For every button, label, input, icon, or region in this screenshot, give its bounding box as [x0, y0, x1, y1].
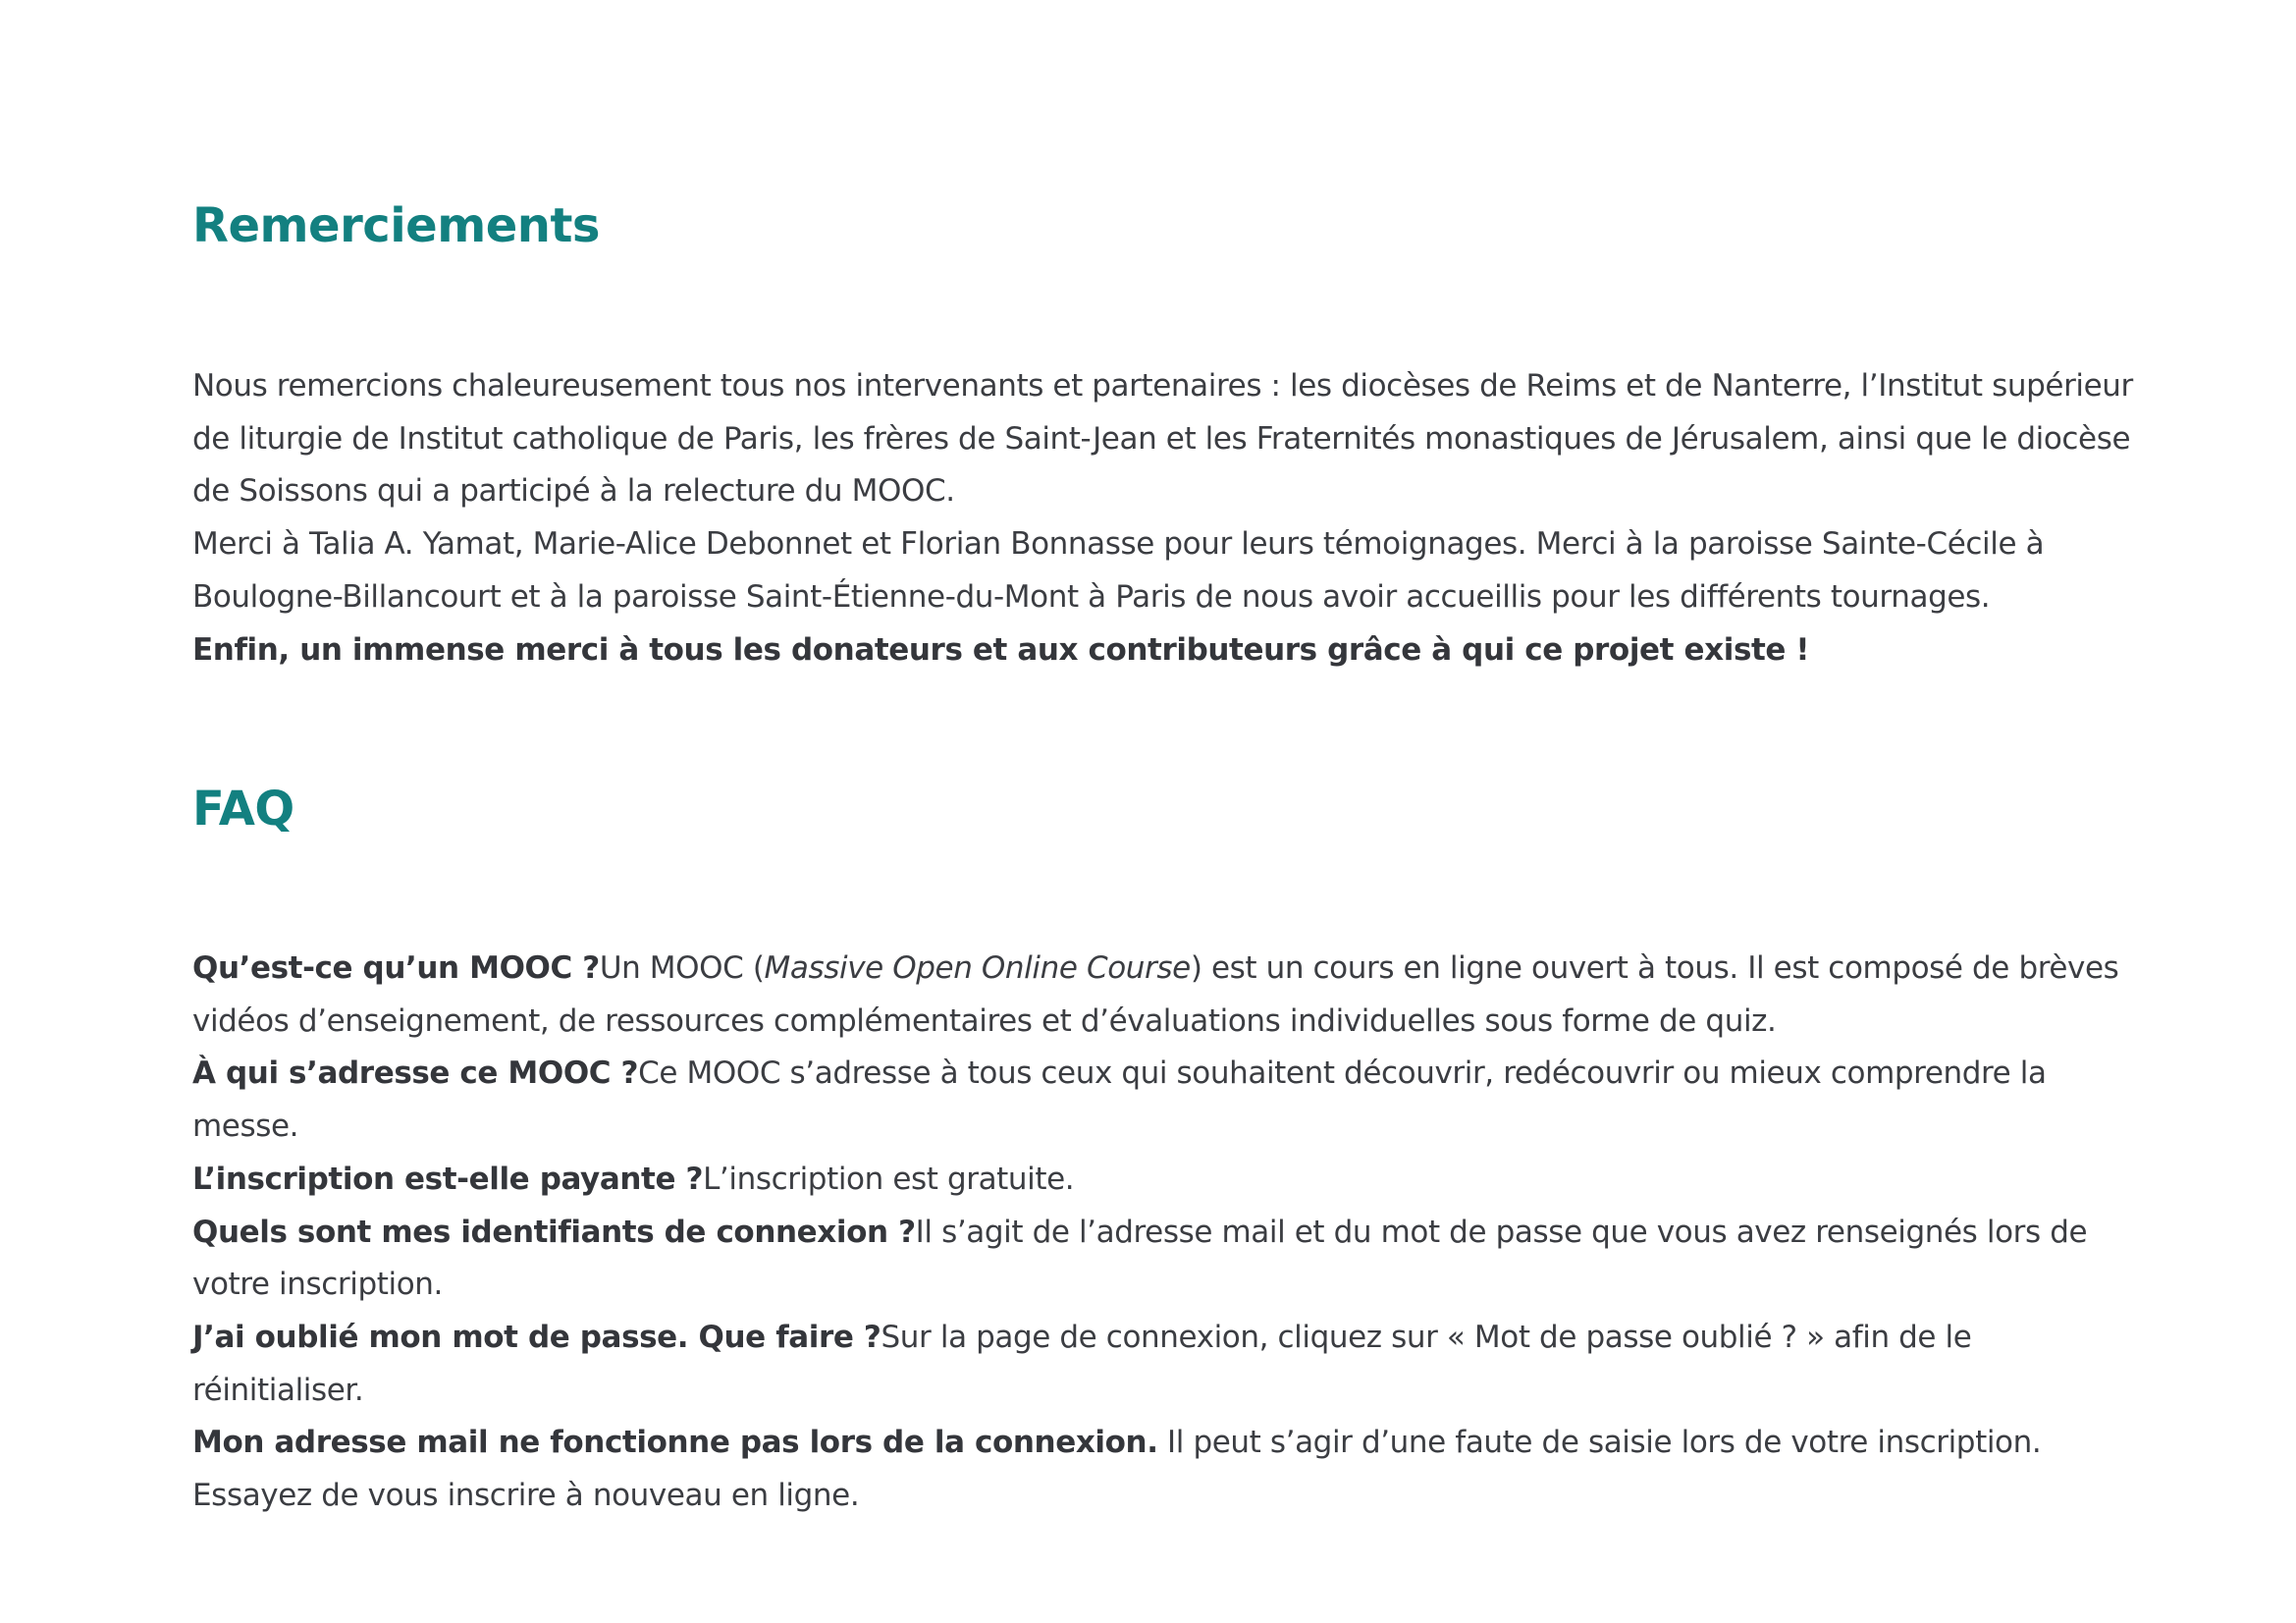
faq-answer: Il peut s’agir d’une faute de saisie lors de votre inscription. Essayez de vous inscrire à nouveau en ligne. — [192, 1425, 2042, 1514]
faq-item — [192, 1207, 2136, 1312]
faq-question: L’inscription est-elle payante ? — [192, 1161, 704, 1197]
faq-question: Quels sont mes identifiants de connexion ? — [192, 1214, 916, 1250]
faq-item — [192, 1048, 2136, 1153]
thanks-paragraph-partners: Nous remercions chaleureusement tous nos intervenants et partenaires : les diocèses de Reims et de Nanterre, l’Institut supérieur de liturgie de Institut catholique de Paris, les frères de Saint-Jean et les Fraternités monastiques de Jérusalem, ainsi que le diocèse de Soissons qui a participé à la relecture du MOOC. — [192, 368, 2133, 510]
faq-question: À qui s’adresse ce MOOC ? — [192, 1055, 639, 1092]
faq-answer: Il s’agit de l’adresse mail et du mot de passe que vous avez renseignés lors de votre inscription. — [192, 1214, 2088, 1303]
faq-question: Qu’est-ce qu’un MOOC ? — [192, 950, 600, 986]
faq-answer: Sur la page de connexion, cliquez sur « Mot de passe oublié ? » afin de le réinitialiser. — [192, 1319, 1972, 1408]
faq-answer-start: Un MOOC ( — [599, 950, 765, 986]
faq-item — [192, 1154, 2136, 1207]
faq-body — [192, 943, 2136, 1523]
faq-answer: Ce MOOC s’adresse à tous ceux qui souhaitent découvrir, redécouvrir ou mieux comprendre la messe. — [192, 1055, 2047, 1145]
faq-heading: FAQ — [192, 782, 294, 837]
faq-answer-end: ) est un cours en ligne ouvert à tous. Il est composé de brèves vidéos d’enseignement, de ressources complémentaires et d’évaluations individuelles sous forme de quiz. — [192, 950, 2119, 1039]
thanks-closing: Enfin, un immense merci à tous les donateurs et aux contributeurs grâce à qui ce projet existe ! — [192, 631, 1810, 668]
faq-answer-italic: Massive Open Online Course — [764, 950, 1191, 986]
faq-question: Mon adresse mail ne fonctionne pas lors de la connexion. — [192, 1425, 1158, 1461]
thanks-heading: Remerciements — [192, 198, 600, 253]
faq-item — [192, 1417, 2136, 1522]
faq-item — [192, 943, 2136, 1048]
faq-answer: L’inscription est gratuite. — [703, 1161, 1075, 1197]
faq-item — [192, 1312, 2136, 1417]
thanks-body — [192, 360, 2136, 676]
faq-question: J’ai oublié mon mot de passe. Que faire ? — [192, 1319, 881, 1355]
thanks-paragraph-testimonies: Merci à Talia A. Yamat, Marie-Alice Debonnet et Florian Bonnasse pour leurs témoignages. Merci à la paroisse Sainte-Cécile à Boulogne-Billancourt et à la paroisse Saint-Étienne-du-Mont à Paris de nous avoir accueillis pour les différents tournages. — [192, 526, 2045, 615]
